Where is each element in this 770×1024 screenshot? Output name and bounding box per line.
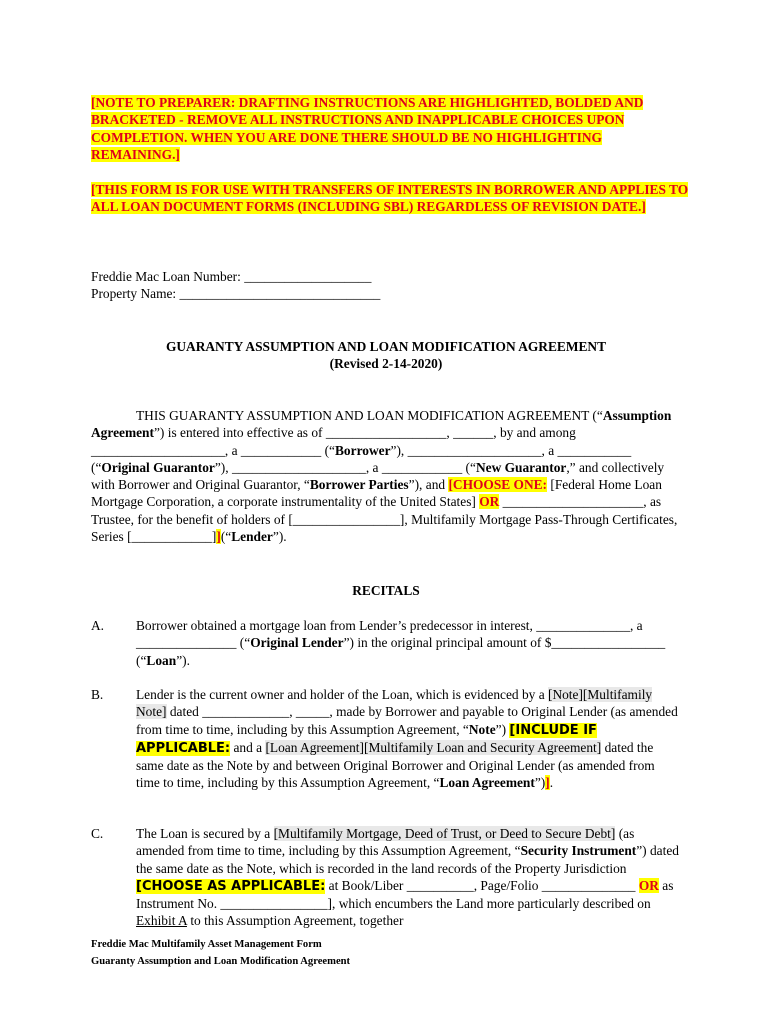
recital-a-label: A. xyxy=(91,618,105,633)
security-instrument-choice-field[interactable]: [Multifamily Mortgage, Deed of Trust, or Deed to Secure Debt] xyxy=(273,826,616,841)
recital-c-text-2: (as amended from time to time, including by this Assumption Agreement, “ xyxy=(136,826,635,859)
footer-line-2: Guaranty Assumption and Loan Modification Agreement xyxy=(91,956,351,967)
term-loan-agreement: Loan Agreement xyxy=(439,775,535,791)
preparer-note xyxy=(91,94,691,163)
choose-one-instruction: [CHOOSE ONE: xyxy=(448,477,548,493)
recital-b-text-3: ”) xyxy=(495,721,510,737)
preparer-note-text: [NOTE TO PREPARER: DRAFTING INSTRUCTIONS ARE HIGHLIGHTED, BOLDED AND BRACKETED - REMOVE ALL INSTRUCTIONS AND INAPPLICABLE CHOICES UPON COMPLETION. WHEN YOU ARE DONE THERE SHOULD BE NO HIGHLIGHTING REMAINING.] xyxy=(91,95,644,162)
term-borrower: Borrower xyxy=(335,442,391,458)
intro-text-1: THIS GUARANTY ASSUMPTION AND LOAN MODIFICATION AGREEMENT (“ xyxy=(136,408,603,423)
intro-text-5: ,” and collectively with Borrower and Original Guarantor, “ xyxy=(91,459,665,493)
term-note: Note xyxy=(468,721,496,737)
revision-date: (Revised 2-14-2020) xyxy=(329,356,443,372)
property-name-label: Property Name: xyxy=(91,286,177,302)
intro-text-10: (“ xyxy=(220,529,232,545)
footer-line-1: Freddie Mac Multifamily Asset Management Form xyxy=(91,939,322,950)
recital-b-close-bracket: ] xyxy=(545,775,550,791)
recital-a-text xyxy=(136,617,681,669)
recital-c-text-5: as Instrument No. ________________], which encumbers the Land more particularly described on xyxy=(136,877,674,912)
recital-b-text-1: Lender is the current owner and holder of the Loan, which is evidenced by a xyxy=(136,687,548,702)
recital-b-text-6: ”) xyxy=(534,775,546,791)
recital-c-label: C. xyxy=(91,826,104,841)
document-title-block xyxy=(91,338,681,373)
loan-number-line xyxy=(91,268,691,285)
recital-b-text-5: dated the same date as the Note by and between Original Borrower and Original Lender (as amended from time to time, including by this Assumption Agreement, “ xyxy=(136,739,655,791)
close-bracket-instruction: ] xyxy=(216,529,221,545)
term-security-instrument: Security Instrument xyxy=(520,843,637,859)
recital-a-text-3: ”). xyxy=(176,652,190,668)
recital-c-text-4: at Book/Liber __________, Page/Folio ______________ xyxy=(325,877,639,893)
recital-c-text-1: The Loan is secured by a xyxy=(136,826,274,841)
note-choice-field[interactable]: [Note][Multifamily Note] xyxy=(136,687,653,720)
term-loan: Loan xyxy=(146,652,177,668)
recital-c-or-instruction: OR xyxy=(638,877,659,893)
recital-c-text-6: to this Assumption Agreement, together xyxy=(186,913,404,929)
or-instruction: OR xyxy=(479,494,500,510)
recital-b-label: B. xyxy=(91,687,104,702)
term-lender: Lender xyxy=(231,529,273,545)
property-name-blank: ______________________________ xyxy=(179,286,381,302)
term-assumption-agreement: Assumption Agreement xyxy=(91,408,672,441)
intro-text-8: _____________________ xyxy=(499,494,644,510)
recital-b-text-2: dated _____________, _____, made by Borrower and payable to Original Lender (as amended from time to time, including by this Assumption Agreement, “ xyxy=(136,704,678,737)
term-original-guarantor: Original Guarantor xyxy=(101,459,215,475)
recital-a-text-1: Borrower obtained a mortgage loan from Lender’s predecessor in interest, ______________, a _______________ (“ xyxy=(136,618,643,651)
term-new-guarantor: New Guarantor xyxy=(475,459,567,475)
form-usage-note xyxy=(91,181,691,216)
recital-c-text-3: ”) dated the same date as the Note, which is recorded in the land records of the Property Jurisdiction xyxy=(136,843,679,876)
intro-paragraph xyxy=(91,407,681,545)
form-usage-note-text: [THIS FORM IS FOR USE WITH TRANSFERS OF INTERESTS IN BORROWER AND APPLIES TO ALL LOAN DOCUMENT FORMS (INCLUDING SBL) REGARDLESS OF REVISION DATE.] xyxy=(91,182,689,215)
intro-text-6: ”), and xyxy=(408,477,449,493)
term-original-lender: Original Lender xyxy=(250,635,344,651)
include-if-applicable-instruction: [INCLUDE IF APPLICABLE: xyxy=(136,722,597,756)
loan-number-label: Freddie Mac Loan Number: xyxy=(91,269,241,284)
recital-b-text-7: . xyxy=(549,775,554,791)
intro-text-4: ”), ____________________, a ____________ (“ xyxy=(214,459,476,475)
recital-a-text-2: ”) in the original principal amount of $_________________ (“ xyxy=(136,635,666,668)
recital-b-text xyxy=(136,686,681,792)
loan-agreement-choice-field[interactable]: [Loan Agreement][Multifamily Loan and Security Agreement] xyxy=(265,739,602,755)
intro-text-3: ”), ____________________, a ___________ (“ xyxy=(91,442,632,475)
loan-number-blank: ___________________ xyxy=(244,269,372,284)
choose-as-applicable-instruction: [CHOOSE AS APPLICABLE: xyxy=(136,878,326,894)
recital-b-text-4: and a xyxy=(230,739,266,755)
intro-text-11: ”). xyxy=(272,529,287,545)
term-borrower-parties: Borrower Parties xyxy=(309,477,409,493)
loan-info xyxy=(91,268,691,303)
recitals-heading: RECITALS xyxy=(352,583,420,598)
property-name-line xyxy=(91,285,691,302)
intro-text-2: ”) is entered into effective as of __________________, ______, by and among ____________________, a ____________ (“ xyxy=(91,425,576,458)
document-title: GUARANTY ASSUMPTION AND LOAN MODIFICATION AGREEMENT xyxy=(165,339,607,354)
exhibit-a-reference: Exhibit A xyxy=(136,913,187,929)
page-footer xyxy=(91,936,350,970)
intro-text-7: [Federal Home Loan Mortgage Corporation, a corporate instrumentality of the United States] xyxy=(91,477,662,510)
recital-c-text xyxy=(136,825,681,930)
intro-text-9: , as Trustee, for the benefit of holders of [________________], Multifamily Mortgage Pass-Through Certificates, Series [____________] xyxy=(91,494,678,545)
